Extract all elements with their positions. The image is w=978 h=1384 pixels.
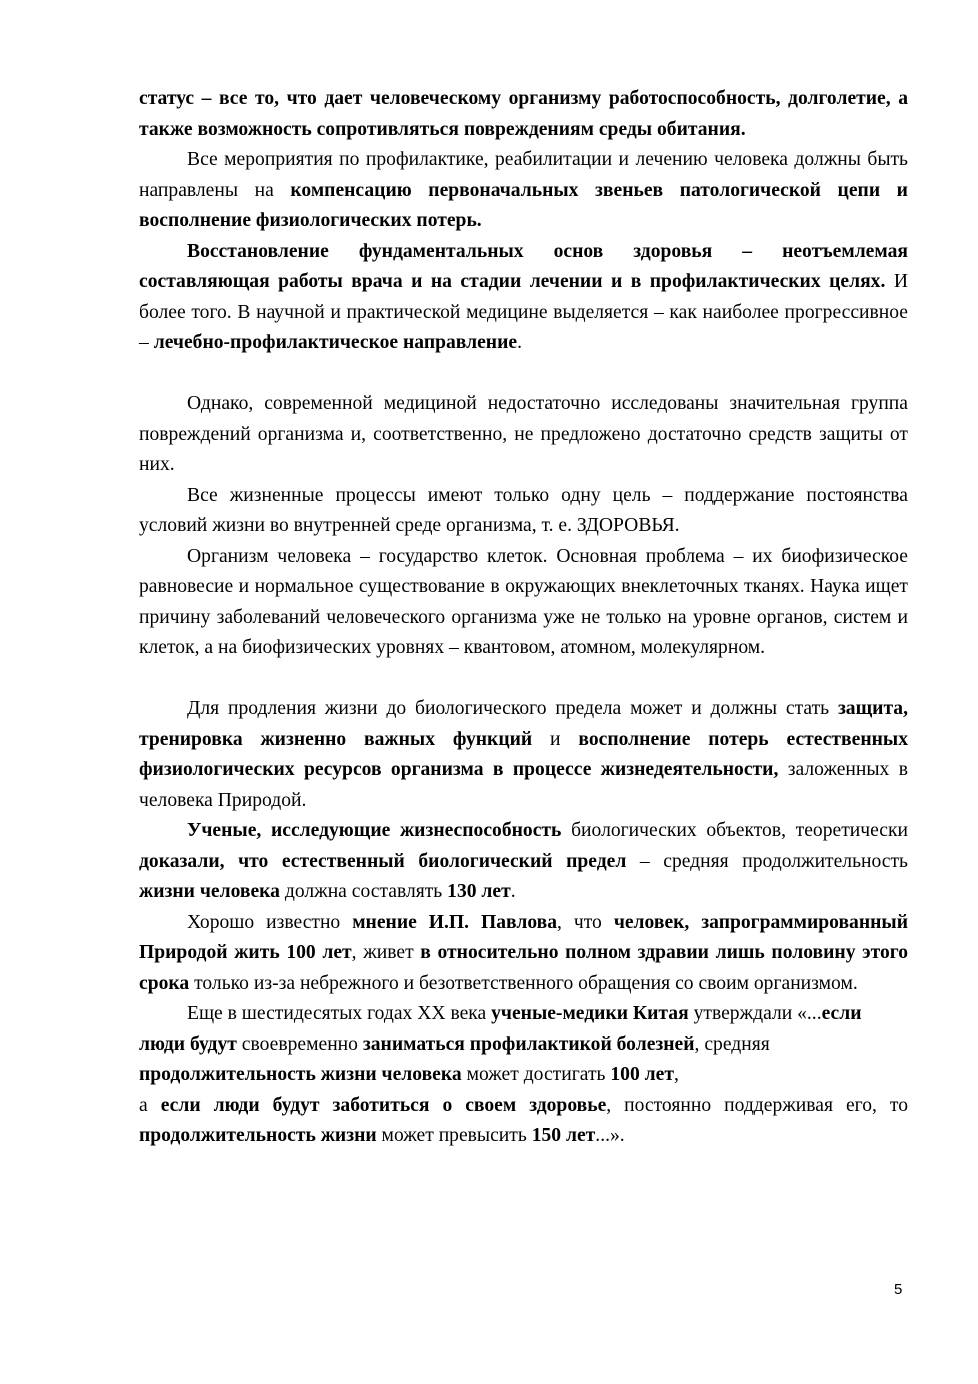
- text-run: Организм человека – государство клеток. Основная проблема – их биофизическое равновесие и нормальное существование в окружающих внеклеточных тканях. Наука ищет причину заболеваний человеческого организма уже не только на уровне органов, систем и клеток, а на биофизических уровнях – квантовом, атомном, молекулярном.: [139, 545, 908, 658]
- text-run: утверждали «...: [688, 1003, 822, 1024]
- paragraph-measures: [139, 145, 908, 237]
- paragraph-cells: [139, 542, 908, 664]
- text-run: только из-за небрежного и безответственного обращения со своим организмом.: [189, 972, 858, 994]
- paragraph-restoration: [139, 237, 908, 359]
- bold-text-run: ученые-медики Китая: [491, 1003, 689, 1024]
- page-number: 5: [894, 1281, 903, 1298]
- bold-text-run: продолжительность жизни: [139, 1125, 377, 1146]
- paragraph-status: [139, 84, 908, 145]
- text-run: Для продления жизни до биологического предела может и должны стать: [187, 698, 838, 719]
- text-run: , что: [557, 911, 614, 933]
- paragraph-life-processes: [139, 481, 908, 542]
- text-run: Все мероприятия по профилактике, реабилитации и лечению человека должны быть направлены на: [139, 149, 908, 201]
- bold-text-run: восполнение потерь естественных физиологических ресурсов организма в процессе жизнедеятельности,: [139, 728, 908, 780]
- bold-text-run: если люди будут заботиться о своем здоровье: [160, 1094, 607, 1116]
- text-run: , постоянно поддерживая его, то: [606, 1094, 908, 1116]
- bold-text-run: жизни человека: [139, 881, 280, 902]
- text-run: .: [517, 332, 522, 353]
- text-run: Хорошо известно: [187, 911, 353, 933]
- bold-text-run: Ученые, исследующие жизнеспособность: [187, 820, 562, 841]
- bold-text-run: если люди будут: [139, 1003, 862, 1055]
- paragraph-china-continued: [139, 1091, 908, 1152]
- text-run: своевременно: [236, 1033, 363, 1055]
- text-run: должна составлять: [279, 881, 448, 902]
- bold-text-run: продолжительность жизни человека: [139, 1064, 462, 1085]
- paragraph-prolongation: [139, 694, 908, 816]
- bold-text-run: компенсацию первоначальных звеньев патологической цепи и восполнение физиологических потерь.: [139, 179, 908, 231]
- bold-text-run: лечебно-профилактическое направление: [153, 332, 518, 353]
- text-run: а: [139, 1094, 161, 1116]
- text-run: .: [510, 881, 516, 902]
- bold-text-run: Восстановление фундаментальных основ здоровья – неотъемлемая составляющая работы врача и на стадии лечении и в профилактических целях.: [139, 240, 908, 292]
- bold-text-run: заниматься профилактикой болезней: [362, 1033, 695, 1055]
- page-body: [139, 84, 908, 1152]
- paragraph-china: [139, 999, 908, 1091]
- text-run: может превысить: [376, 1125, 532, 1146]
- text-run: Все жизненные процессы имеют только одну цель – поддержание постоянства условий жизни во внутренней среде организма, т. е. ЗДОРОВЬЯ.: [139, 484, 908, 536]
- text-run: и: [532, 728, 579, 750]
- bold-text-run: 130 лет: [447, 881, 511, 902]
- text-run: может достигать: [461, 1064, 611, 1085]
- bold-text-run: защита, тренировка жизненно важных функций: [139, 698, 908, 750]
- bold-text-run: 100 лет: [610, 1064, 674, 1085]
- bold-text-run: в относительно полном здравии лишь половину этого срока: [139, 942, 908, 994]
- paragraph-however: [139, 389, 908, 481]
- text-run: ,: [673, 1064, 679, 1085]
- text-run: Однако, современной медициной недостаточно исследованы значительная группа повреждений организма и, соответственно, не предложено достаточно средств защиты от них.: [139, 393, 908, 475]
- text-run: , живет: [351, 942, 421, 963]
- text-run: заложенных в человека Природой.: [139, 759, 908, 811]
- text-run: И более того. В научной и практической медицине выделяется – как наиболее прогрессивное –: [139, 271, 908, 353]
- bold-text-run: доказали, что естественный биологический предел: [139, 850, 627, 872]
- bold-text-run: 150 лет: [531, 1125, 596, 1146]
- text-run: , средняя: [694, 1033, 770, 1055]
- text-run: биологических объектов, теоретически: [561, 820, 908, 841]
- text-run: – средняя продолжительность: [626, 850, 908, 872]
- bold-text-run: человек, запрограммированный Природой жить 100 лет: [139, 911, 909, 963]
- bold-text-run: статус – все то, что дает человеческому организму работоспособность, долголетие, а также возможность сопротивляться повреждениям среды обитания.: [139, 88, 908, 140]
- text-run: ...».: [595, 1125, 625, 1146]
- paragraph-scientists: [139, 816, 908, 908]
- paragraph-pavlov: [139, 908, 908, 1000]
- text-run: Еще в шестидесятых годах XX века: [187, 1003, 492, 1024]
- bold-text-run: мнение И.П. Павлова: [352, 911, 558, 933]
